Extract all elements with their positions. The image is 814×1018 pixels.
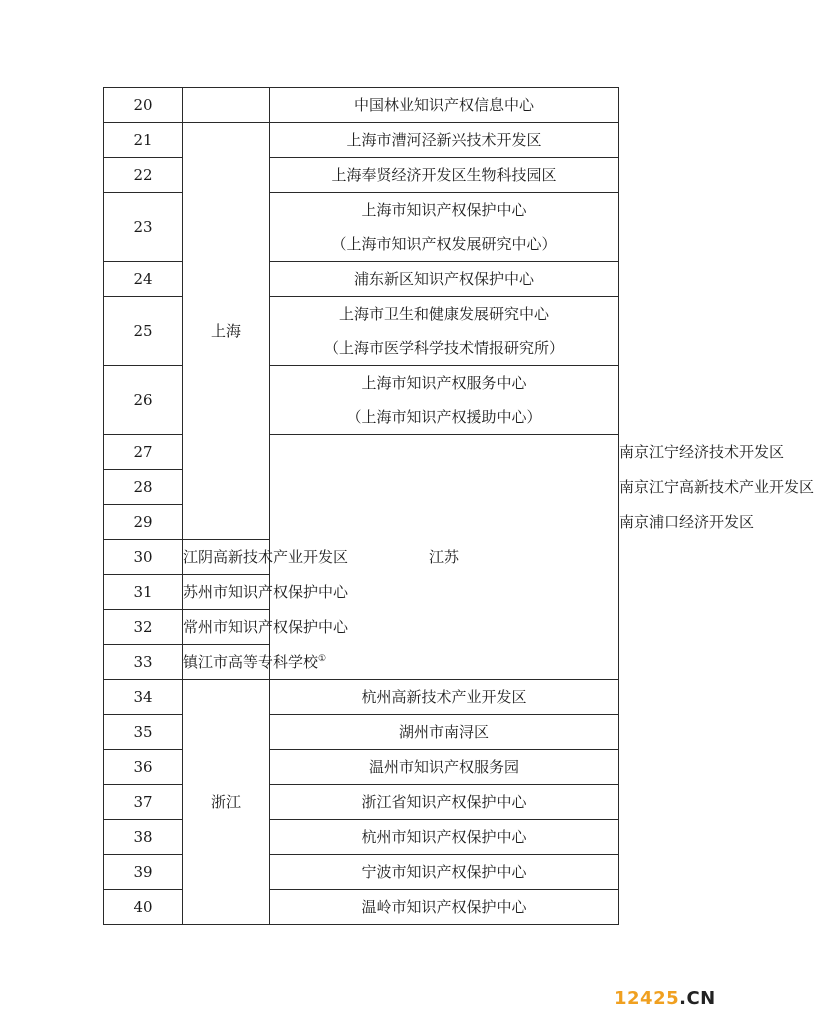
region-cell: 上海 [183,123,270,540]
institution-name-line: 杭州高新技术产业开发区 [361,688,527,706]
row-number: 36 [104,750,183,785]
region-cell: 江苏 [270,435,619,680]
institution-name [270,158,619,193]
institution-name-line: 温州市知识产权服务园 [368,758,519,776]
table-row [104,820,619,855]
table-row [104,193,619,262]
institution-name-line [183,645,327,679]
row-number: 29 [104,505,183,540]
institution-name-line: 上海市漕河泾新兴技术开发区 [346,131,542,149]
institution-alias-line: （上海市医学科学技术情报研究所） [323,339,564,357]
institution-name-line: 常州市知识产权保护中心 [183,618,349,636]
institution-name-line: 杭州市知识产权保护中心 [361,828,527,846]
table-row [104,680,619,715]
institution-table [103,87,814,925]
institution-name-line: 中国林业知识产权信息中心 [353,96,534,114]
institution-name [270,297,619,366]
institution-name [270,680,619,715]
table-row [104,715,619,750]
row-number: 40 [104,890,183,925]
institution-alias-line: （上海市知识产权发展研究中心） [331,235,557,253]
table-row [104,262,619,297]
institution-name [270,366,619,435]
row-number: 32 [104,610,183,645]
institution-name [183,540,349,575]
table-row [104,123,619,158]
institution-name [270,750,619,785]
institution-name-line: 上海市知识产权保护中心 [361,201,527,219]
row-number: 37 [104,785,183,820]
row-number: 22 [104,158,183,193]
row-number: 20 [104,88,183,123]
institution-name-line: 上海奉贤经济开发区生物科技园区 [331,166,557,184]
table-row [104,158,619,193]
row-number: 25 [104,297,183,366]
row-number: 28 [104,470,183,505]
watermark-number: 12425 [614,988,680,1009]
row-number: 39 [104,855,183,890]
institution-name-line: 浦东新区知识产权保护中心 [353,270,534,288]
institution-name [270,890,619,925]
institution-name-line: 上海市卫生和健康发展研究中心 [338,305,549,323]
table-row [104,88,619,123]
row-number: 23 [104,193,183,262]
institution-name [270,123,619,158]
row-number: 34 [104,680,183,715]
watermark-domain: .CN [679,988,716,1009]
institution-name [270,785,619,820]
institution-name-line: 江阴高新技术产业开发区 [183,548,349,566]
institution-name [270,88,619,123]
row-number: 31 [104,575,183,610]
row-number: 33 [104,645,183,680]
institution-name-line: 苏州市知识产权保护中心 [183,583,349,601]
table-row [104,297,619,366]
institution-name [183,575,349,610]
institution-name-line: 湖州市南浔区 [398,723,489,741]
institution-name [183,645,327,680]
institution-name-line: 温岭市知识产权保护中心 [361,898,527,916]
table-row [104,890,619,925]
institution-name [270,262,619,297]
footnote-marker: ① [318,654,327,664]
row-number: 21 [104,123,183,158]
region-cell: 浙江 [183,680,270,925]
table-row [104,750,619,785]
table-row: 29 南京浦口经济开发区 [104,505,619,540]
institution-name-line: 浙江省知识产权保护中心 [361,793,527,811]
row-number: 27 [104,435,183,470]
row-number: 24 [104,262,183,297]
table-row: 27 江苏 南京江宁经济技术开发区 [104,435,619,470]
table-row: 28 南京江宁高新技术产业开发区 [104,470,619,505]
institution-name [270,820,619,855]
row-number: 35 [104,715,183,750]
row-number: 38 [104,820,183,855]
institution-name [270,855,619,890]
site-watermark [614,988,716,1009]
region-cell [183,88,270,123]
institution-name-text: 镇江市高等专科学校 [183,653,319,671]
institution-name [183,610,349,645]
institution-name-line: 上海市知识产权服务中心 [361,374,527,392]
institution-alias-line: （上海市知识产权援助中心） [346,408,542,426]
institution-name [270,193,619,262]
table-row [104,366,619,435]
table-row [104,855,619,890]
row-number: 26 [104,366,183,435]
row-number: 30 [104,540,183,575]
institution-name-line: 宁波市知识产权保护中心 [361,863,527,881]
table-row [104,785,619,820]
institution-name [270,715,619,750]
